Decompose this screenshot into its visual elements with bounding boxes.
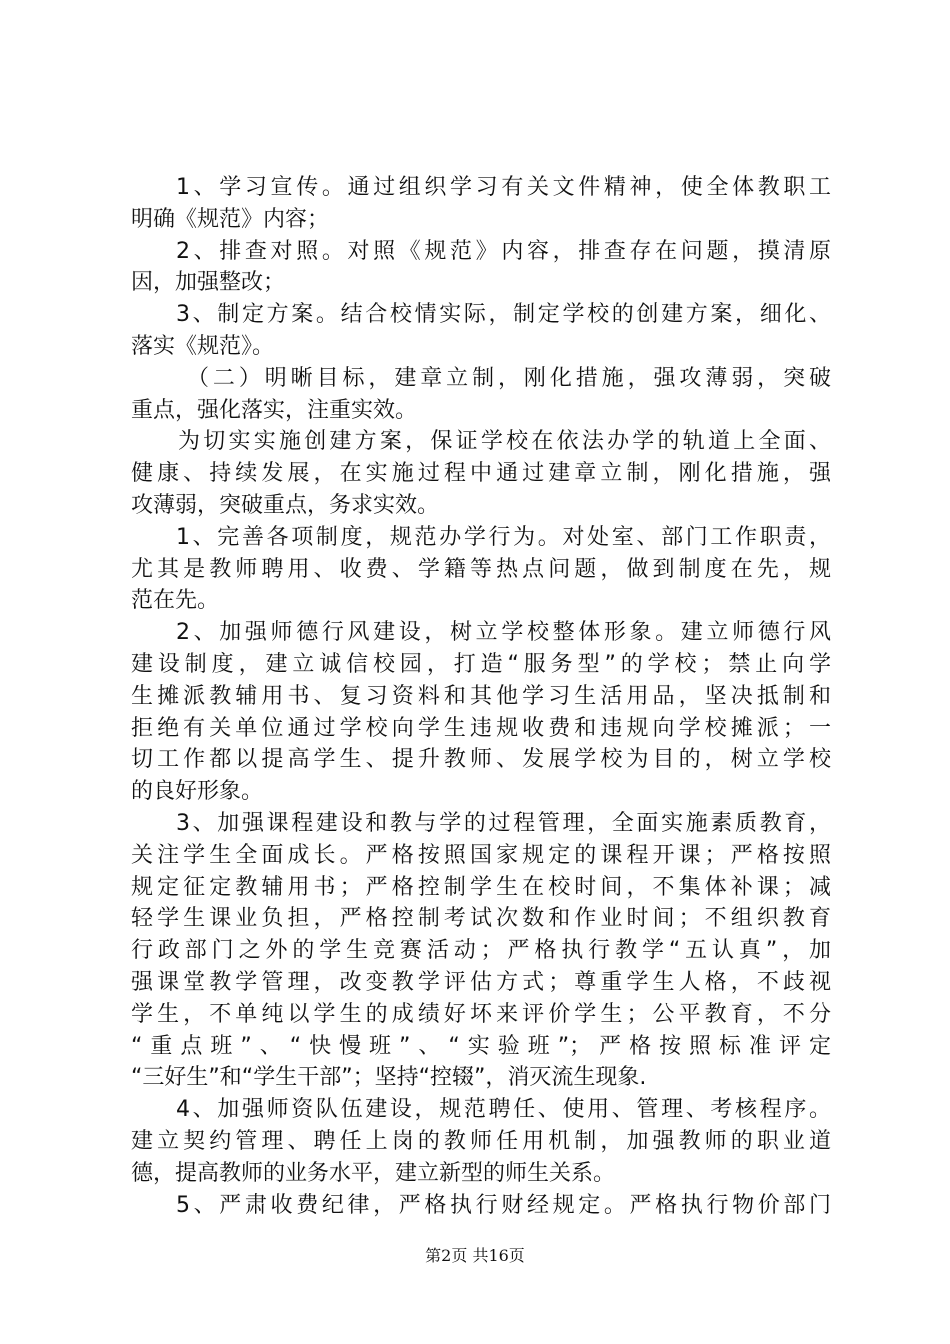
text-line: 德，提高教师的业务水平，建立新型的师生关系。 (131, 1160, 616, 1186)
section-heading: （二）明晰目标，建章立制，刚化措施，强攻薄弱，突破 (187, 365, 831, 391)
text-line: 明确《规范》内容； (131, 206, 330, 232)
text-line: 落实《规范》。 (131, 333, 275, 359)
text-line: 的良好形象。 (131, 779, 264, 805)
text-line: 拒绝有关单位通过学校向学生违规收费和违规向学校摊派；一 (131, 715, 831, 741)
text-line: 规定征定教辅用书；严格控制学生在校时间，不集体补课；减 (131, 874, 831, 900)
text-line: 行政部门之外的学生竞赛活动；严格执行教学“五认真”，加 (131, 938, 831, 964)
text-line: 2、排查对照。对照《规范》内容，排查存在问题，摸清原 (176, 238, 831, 264)
text-line: 2、加强师德行风建设，树立学校整体形象。建立师德行风 (176, 620, 831, 646)
text-line: 3、加强课程建设和教与学的过程管理，全面实施素质教育， (176, 810, 831, 836)
text-line: 范在先。 (131, 588, 220, 614)
text-line: 为切实实施创建方案，保证学校在依法办学的轨道上全面、 (178, 429, 831, 455)
text-line: “重点班”、“快慢班”、“实验班”；严格按照标准评定 (131, 1033, 831, 1059)
text-line: 3、制定方案。结合校情实际，制定学校的创建方案，细化、 (176, 302, 831, 328)
text-line: 轻学生课业负担，严格控制考试次数和作业时间；不组织教育 (131, 906, 831, 932)
text-line: 健康、持续发展，在实施过程中通过建章立制，刚化措施，强 (131, 461, 831, 487)
page-number-footer: 第2页 共16页 (425, 1246, 525, 1265)
text-line: 1、完善各项制度，规范办学行为。对处室、部门工作职责， (176, 524, 831, 550)
text-line: 切工作都以提高学生、提升教师、发展学校为目的，树立学校 (131, 747, 831, 773)
text-line: 强课堂教学管理，改变教学评估方式；尊重学生人格，不歧视 (131, 969, 831, 995)
text-line: 尤其是教师聘用、收费、学籍等热点问题，做到制度在先，规 (131, 556, 831, 582)
body-text (131, 172, 831, 1221)
text-line: 生摊派教辅用书、复习资料和其他学习生活用品，坚决抵制和 (131, 683, 831, 709)
section-heading: 重点，强化落实，注重实效。 (131, 397, 418, 423)
text-line: 攻薄弱，突破重点，务求实效。 (131, 492, 440, 518)
text-line: 建设制度，建立诚信校园，打造“服务型”的学校；禁止向学 (131, 651, 831, 677)
text-line: 关注学生全面成长。严格按照国家规定的课程开课；严格按照 (131, 842, 831, 868)
text-line: 5、严肃收费纪律，严格执行财经规定。严格执行物价部门 (176, 1192, 831, 1218)
text-line: 4、加强师资队伍建设，规范聘任、使用、管理、考核程序。 (176, 1097, 831, 1123)
text-line: 学生，不单纯以学生的成绩好坏来评价学生；公平教育，不分 (131, 1001, 831, 1027)
text-line: 1、学习宣传。通过组织学习有关文件精神，使全体教职工 (176, 175, 831, 200)
text-line: 建立契约管理、聘任上岗的教师任用机制，加强教师的职业道 (131, 1128, 831, 1154)
text-line: 因，加强整改； (131, 270, 286, 296)
text-line: “三好生”和“学生干部”；坚持“控辍”，消灭流生现象. (131, 1065, 647, 1091)
